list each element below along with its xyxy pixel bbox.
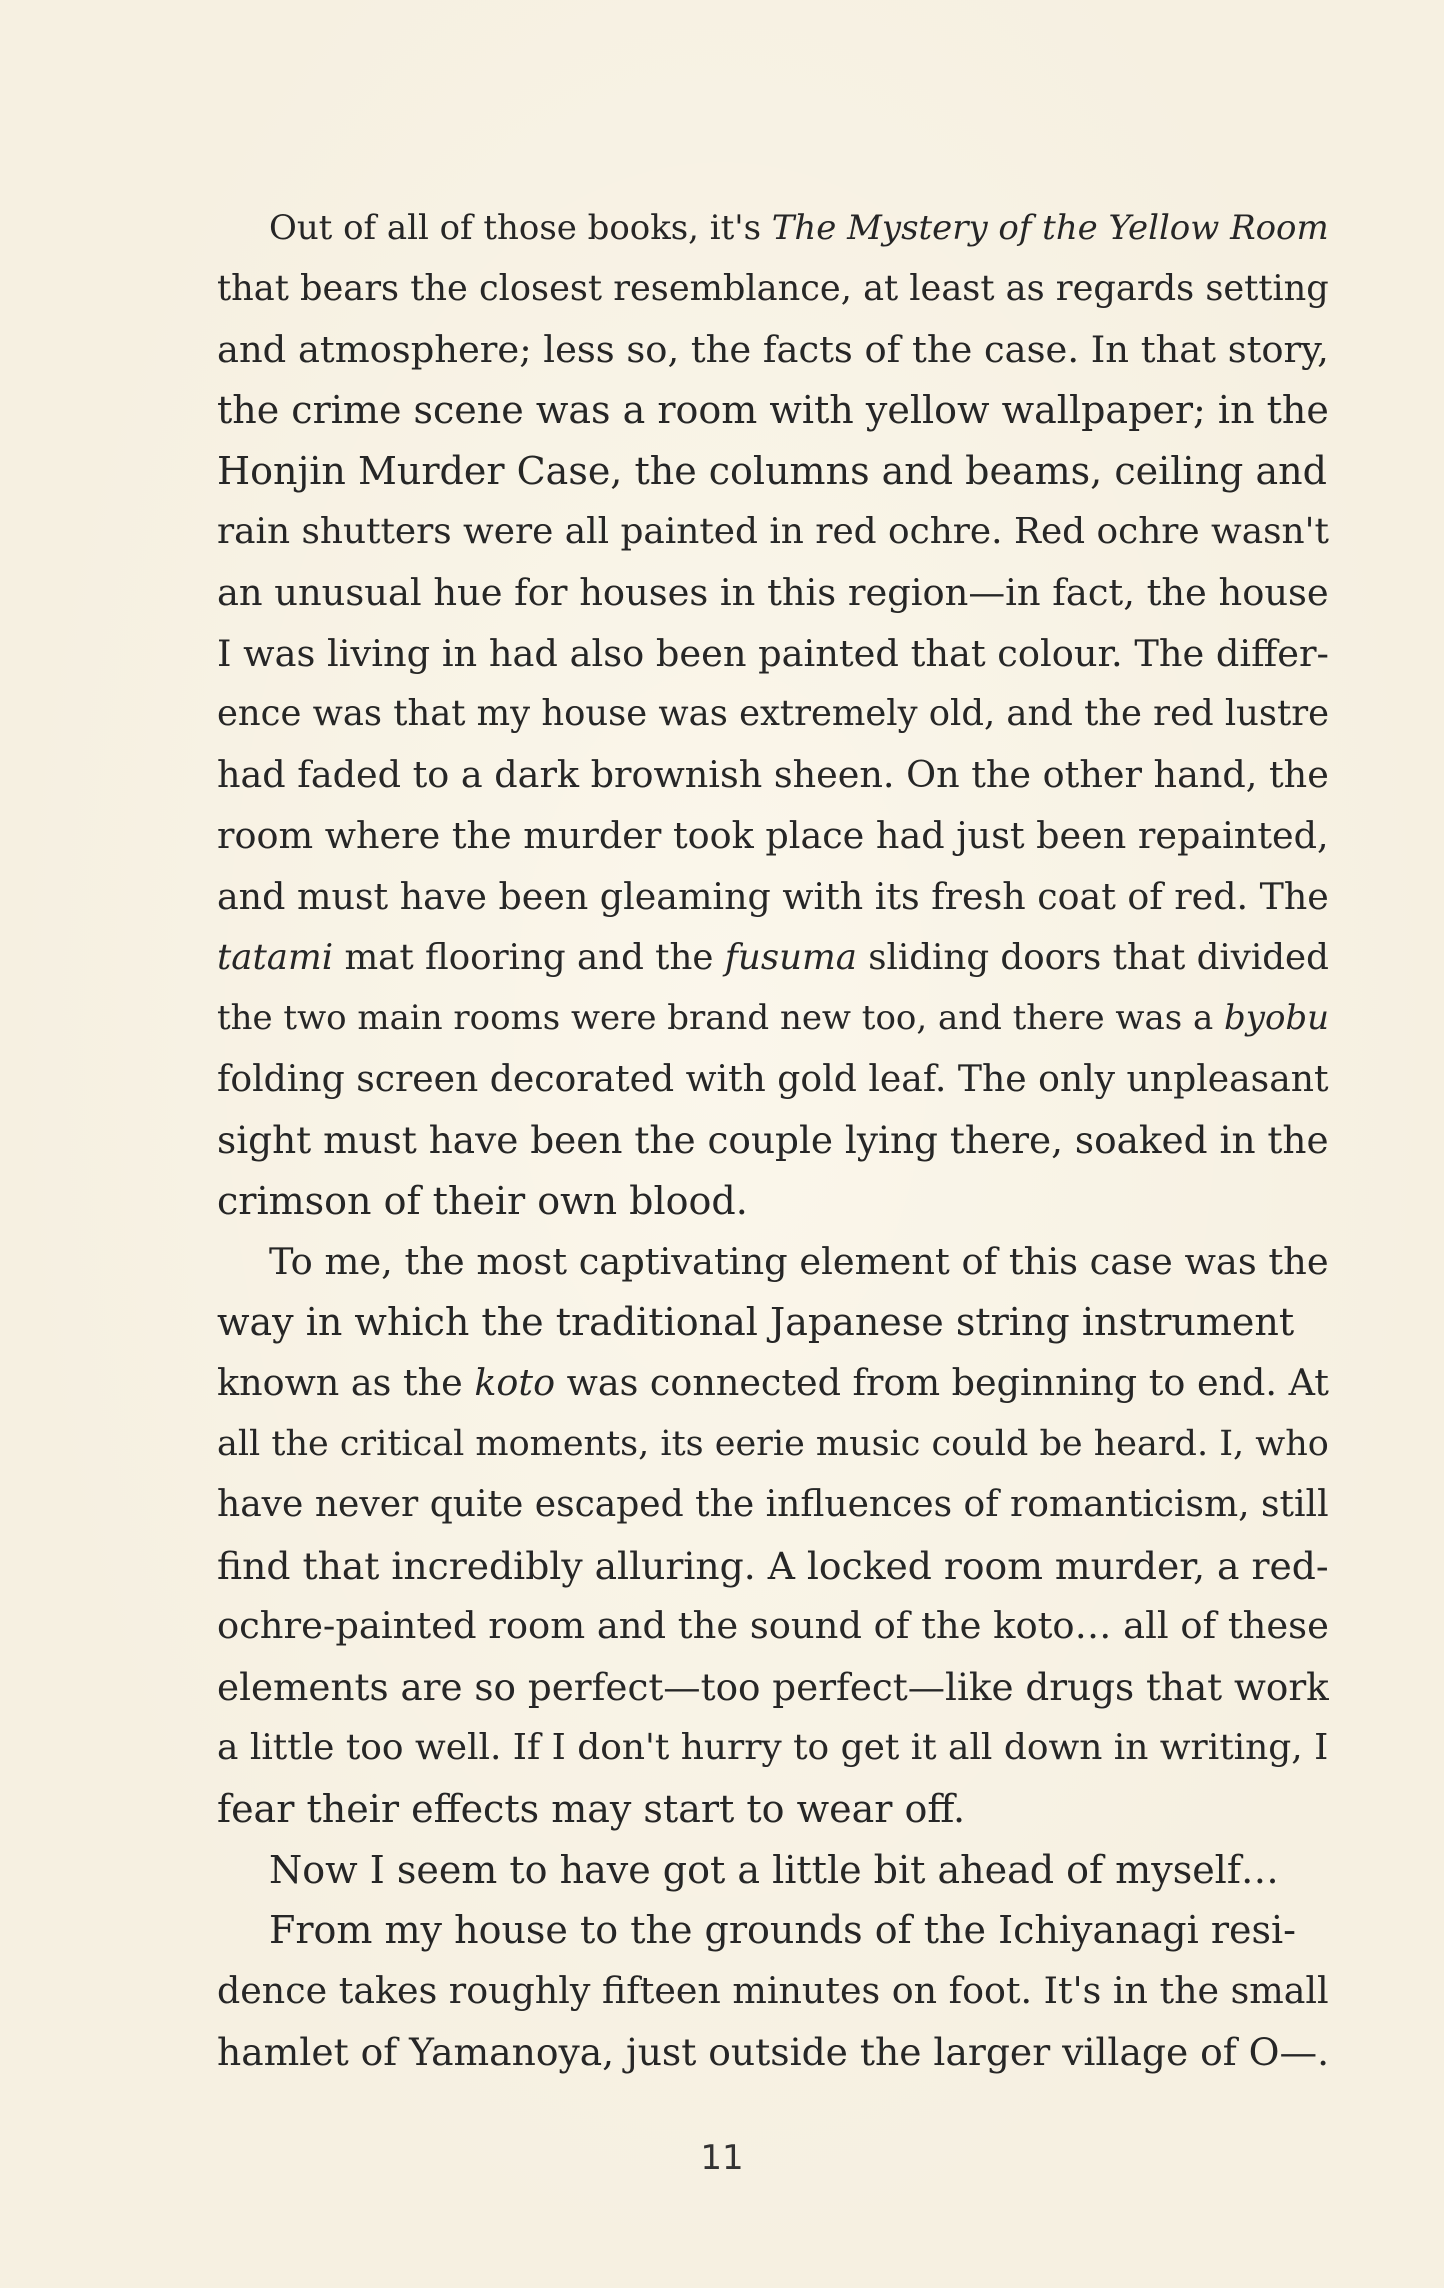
text-run: was connected from beginning to end. At [555,1361,1329,1405]
text-run: the crime scene was a room with yellow wallpaper; in the [217,388,1329,433]
text-line [165,1110,1329,1171]
italic-run: fusuma [724,936,857,978]
text-line [165,624,1329,685]
text-run: known as the [217,1361,475,1405]
text-run: and atmosphere; less so, the facts of the case. In that story, [217,327,1329,371]
text-run: hamlet of Yamanoya, just outside the larger village of O—. [217,2029,1330,2074]
text-line [165,1536,1329,1597]
text-run: mat flooring and the [333,936,725,978]
text-line [165,2022,1330,2083]
text-run: crimson of their own blood. [217,1178,748,1223]
page-number: 11 [700,2138,744,2178]
text-run: sliding doors that divided [856,936,1329,978]
text-line [165,1292,1295,1353]
text-line [165,1840,1277,1901]
text-line [165,867,1329,928]
text-run: From my house to the grounds of the Ichiyanagi resi- [269,1908,1296,1953]
text-run: ochre-painted room and the sound of the koto… all of these [217,1604,1329,1648]
text-line [165,198,1329,259]
text-line [165,1171,1277,1232]
text-run: rain shutters were all painted in red ochre. Red ochre wasn't [217,510,1329,552]
text-line [165,1779,1277,1840]
text-line [165,1961,1329,2022]
text-run: have never quite escaped the influences of romanticism, still [217,1483,1329,1525]
text-line [165,502,1329,563]
text-run: had faded to a dark brownish sheen. On the other hand, the [217,753,1329,797]
text-run: and must have been gleaming with its fresh coat of red. The [217,874,1329,918]
italic-run: byobu [1224,998,1330,1039]
text-line [165,1475,1329,1536]
text-line [165,1718,1329,1779]
text-run: I was living in had also been painted that colour. The differ- [217,631,1329,675]
text-run: room where the murder took place had just been repainted, [217,813,1329,857]
text-line [165,928,1329,989]
italic-run: koto [474,1361,556,1405]
text-line [165,1049,1329,1110]
text-run: find that incredibly alluring. A locked room murder, a red- [217,1543,1329,1588]
text-line [165,684,1329,745]
text-line [165,745,1329,806]
italic-run: The Mystery of the Yellow Room [771,208,1329,248]
text-line [165,1596,1329,1657]
text-line [165,380,1329,441]
paragraph [165,1900,1330,2082]
text-line [165,1900,1296,1961]
text-line [165,563,1329,624]
text-line [165,1414,1329,1475]
text-run: the two main rooms were brand new too, and there was a [217,998,1225,1039]
text-line [165,1232,1329,1293]
text-run: To me, the most captivating element of this case was the [269,1239,1329,1283]
text-run: that bears the closest resemblance, at least as regards setting [217,267,1329,309]
text-line [165,320,1329,381]
text-run: Honjin Murder Case, the columns and beams, ceiling and [217,449,1327,494]
text-line [165,259,1329,320]
text-line [165,441,1327,502]
text-run: folding screen decorated with gold leaf. The only unpleasant [217,1057,1329,1101]
text-run: way in which the traditional Japanese string instrument [217,1300,1295,1345]
body-text [165,198,1330,2083]
paragraph [165,1232,1329,1840]
text-line [165,1353,1329,1414]
paragraph [165,198,1330,1232]
text-run: Now I seem to have got a little bit ahead of myself… [269,1847,1279,1892]
text-run: ence was that my house was extremely old, and the red lustre [217,693,1329,735]
text-line [165,988,1330,1049]
text-run: fear their effects may start to wear off. [217,1786,966,1831]
text-run: a little too well. If I don't hurry to get it all down in writing, I [217,1726,1329,1768]
text-run: Out of all of those books, it's [269,208,772,248]
text-run: an unusual hue for houses in this region—in fact, the house [217,570,1329,614]
text-run: sight must have been the couple lying there, soaked in the [217,1117,1329,1162]
text-line [165,1657,1329,1718]
text-line [165,806,1329,867]
italic-run: tatami [217,936,334,978]
text-run: dence takes roughly fifteen minutes on foot. It's in the small [217,1969,1329,2013]
text-run: elements are so perfect—too perfect—like drugs that work [217,1665,1329,1710]
text-run: all the critical moments, its eerie music could be heard. I, who [217,1423,1329,1464]
paragraph [165,1840,1277,1901]
